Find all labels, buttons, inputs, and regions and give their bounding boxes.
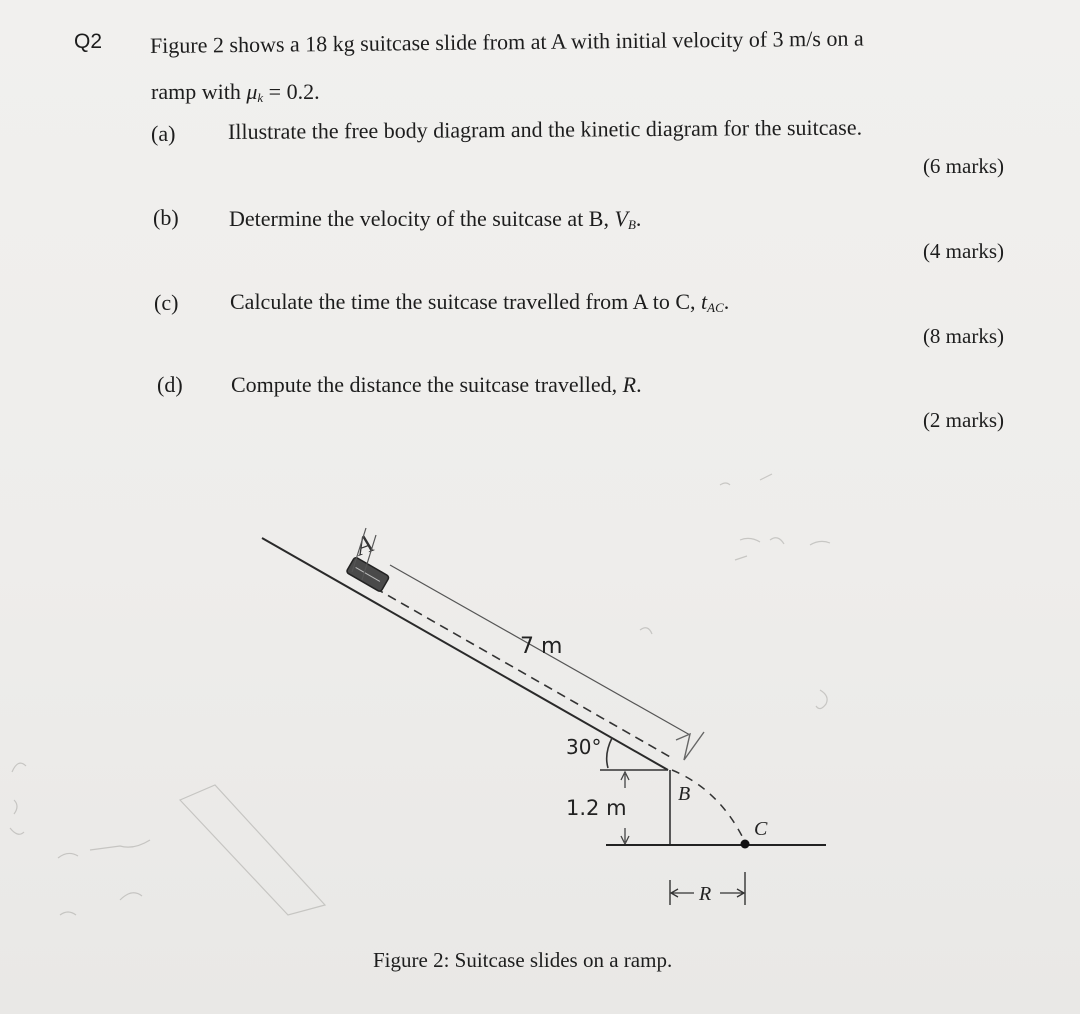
range-label: R xyxy=(699,883,712,905)
part-d-end: . xyxy=(636,372,642,397)
part-a-label: (a) xyxy=(151,121,176,146)
point-b-label: B xyxy=(678,783,691,805)
part-d-label: (d) xyxy=(157,372,183,397)
part-b-marks: (4 marks) xyxy=(922,239,1004,263)
part-b-text: Determine the velocity of the suitcase at B, xyxy=(229,206,615,231)
mu-symbol: μ xyxy=(246,79,258,104)
angle-arc xyxy=(607,738,612,768)
mu-subscript: k xyxy=(257,90,264,105)
trajectory-dashed xyxy=(672,770,745,842)
stem-line2-prefix: ramp with xyxy=(151,79,247,104)
point-a-label: A xyxy=(351,528,377,562)
slide-path-dashed xyxy=(375,588,672,758)
part-d-marks: (2 marks) xyxy=(922,408,1004,432)
question-number: Q2 xyxy=(74,30,103,53)
part-a-marks: (6 marks) xyxy=(922,154,1004,178)
stem-line2-suffix: = 0.2. xyxy=(263,79,320,104)
stem-line1-text: Figure 2 shows a 18 kg suitcase slide from at A with initial velocity of 3 m/s on a xyxy=(149,25,864,58)
part-c-label: (c) xyxy=(154,290,179,315)
part-c-end: . xyxy=(723,289,730,314)
part-d-symbol: R xyxy=(622,372,637,397)
ramp-length-label: 7 m xyxy=(520,634,563,659)
point-c-marker xyxy=(741,840,750,849)
part-b-label: (b) xyxy=(153,205,179,230)
angle-label: 30° xyxy=(566,735,602,759)
pencil-scribbles xyxy=(10,474,830,915)
part-b-subscript: B xyxy=(627,217,636,232)
part-d-text: Compute the distance the suitcase travelled, xyxy=(231,372,623,397)
part-b-symbol: V xyxy=(614,206,628,231)
part-c-symbol: t xyxy=(701,289,708,314)
ramp-surface xyxy=(262,538,668,770)
figure-caption: Figure 2: Suitcase slides on a ramp. xyxy=(373,948,673,972)
point-c-label: C xyxy=(754,818,768,840)
height-label: 1.2 m xyxy=(566,796,627,820)
part-c-marks: (8 marks) xyxy=(922,324,1004,348)
part-a-text: Illustrate the free body diagram and the kinetic diagram for the suitcase. xyxy=(227,114,863,144)
part-b-end: . xyxy=(635,206,642,231)
part-c-subscript: AC xyxy=(707,300,724,315)
part-c-text: Calculate the time the suitcase travelled from A to C, xyxy=(230,289,702,314)
